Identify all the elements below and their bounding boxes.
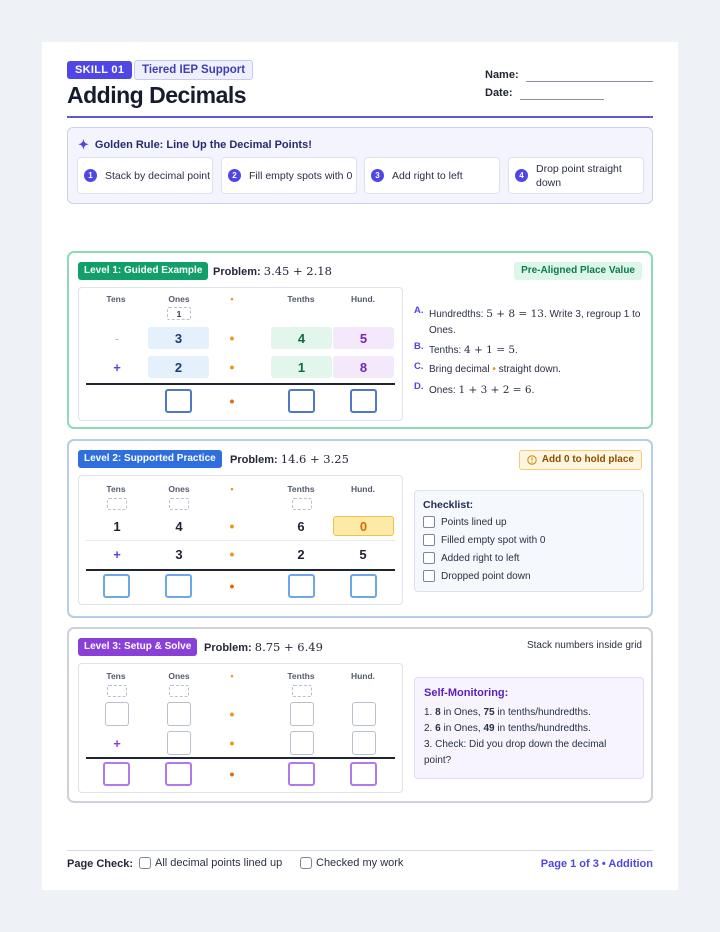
checklist-item[interactable] xyxy=(423,534,546,546)
answer-box-hund[interactable] xyxy=(350,574,377,598)
digit-input-tenths[interactable] xyxy=(290,731,314,755)
step-key: A. xyxy=(414,305,424,316)
col-header-ones: Ones xyxy=(168,294,190,304)
answer-box-ones[interactable] xyxy=(165,574,192,598)
problem-label: Problem: xyxy=(213,266,261,278)
step-math: 1 + 3 + 2 = 6 xyxy=(458,384,532,396)
stack-hint: Stack numbers inside grid xyxy=(526,640,642,651)
alert-circle-icon xyxy=(527,455,537,465)
footer-divider xyxy=(67,850,653,851)
step-text: Stack by decimal point xyxy=(105,169,211,182)
decimal-point: • xyxy=(229,706,235,722)
step-text-after: . xyxy=(531,385,535,396)
checkbox[interactable] xyxy=(139,857,151,869)
answer-box-tens[interactable] xyxy=(103,574,130,598)
date-label: Date: xyxy=(485,87,513,99)
step-text-after: . xyxy=(515,345,518,356)
plus-sign: + xyxy=(113,359,121,375)
page-check-item[interactable] xyxy=(300,857,403,869)
monitor-item: 1. 8 in Ones, 75 in tenths/hundredths. xyxy=(424,707,591,718)
checkbox[interactable] xyxy=(423,534,435,546)
problem-label: Problem: xyxy=(230,454,278,466)
digit-input-ones[interactable] xyxy=(167,702,191,726)
explanation-a xyxy=(414,306,642,339)
answer-box-ones[interactable] xyxy=(165,389,192,413)
decimal-point: • xyxy=(229,735,235,751)
step-text: Hundredths: xyxy=(429,309,487,320)
decimal-point: • xyxy=(229,330,235,346)
digit-tenths: 1 xyxy=(271,356,332,378)
col-header-point: • xyxy=(230,294,234,304)
carry-box[interactable] xyxy=(169,498,189,510)
sum-line xyxy=(86,757,395,759)
answer-box-ones[interactable] xyxy=(165,762,192,786)
decimal-point: • xyxy=(229,359,235,375)
level-2-grid xyxy=(78,475,403,605)
decimal-point: • xyxy=(229,393,235,409)
level-3-problem xyxy=(204,640,323,654)
hold-place-pill xyxy=(519,450,642,470)
digit-input-hund[interactable] xyxy=(352,731,376,755)
decimal-point: • xyxy=(229,578,235,594)
checklist-label: Filled empty spot with 0 xyxy=(441,534,546,546)
step-text: Tenths: xyxy=(429,345,465,356)
col-header-ones: Ones xyxy=(168,671,190,681)
plus-sign: + xyxy=(113,735,121,751)
checkbox[interactable] xyxy=(423,516,435,528)
explanation-b xyxy=(414,342,642,359)
page-title: Adding Decimals xyxy=(67,82,247,108)
carry-box[interactable] xyxy=(292,498,312,510)
problem-expression: 3.45 + 2.18 xyxy=(263,264,332,278)
level-2-problem xyxy=(230,452,349,466)
col-header-tens: Tens xyxy=(106,294,126,304)
name-label: Name: xyxy=(485,69,519,81)
pre-aligned-pill: Pre-Aligned Place Value xyxy=(514,262,642,280)
step-key: B. xyxy=(414,341,424,352)
col-header-tenths: Tenths xyxy=(287,671,315,681)
carry-box: 1 xyxy=(167,307,191,320)
decimal-point: • xyxy=(229,546,235,562)
step-text-after: straight down. xyxy=(495,364,561,375)
checklist-title: Checklist: xyxy=(423,499,474,511)
decimal-dot-icon: • xyxy=(492,364,496,375)
checklist-panel xyxy=(414,490,644,592)
level-3-section xyxy=(67,627,653,803)
digit-tenths: 2 xyxy=(297,546,305,562)
carry-box[interactable] xyxy=(292,685,312,697)
digit-input-tens[interactable] xyxy=(105,702,129,726)
problem-label: Problem: xyxy=(204,642,252,654)
date-field[interactable] xyxy=(520,99,604,100)
digit-hund: 5 xyxy=(359,546,367,562)
rule-step-3 xyxy=(364,157,500,194)
digit-tenths: 6 xyxy=(297,518,305,534)
level-2-tag: Level 2: Supported Practice xyxy=(78,450,222,468)
monitor-item: 2. 6 in Ones, 49 in tenths/hundredths. xyxy=(424,723,591,734)
explanation-c xyxy=(414,362,642,378)
digit-hund: 8 xyxy=(333,356,394,378)
plus-sign: + xyxy=(113,546,121,562)
level-3-grid xyxy=(78,663,403,793)
golden-rule-heading xyxy=(78,137,312,153)
step-math: 4 + 1 = 5 xyxy=(464,344,516,356)
col-header-hund: Hund. xyxy=(350,294,376,304)
level-1-section xyxy=(67,251,653,429)
level-1-problem xyxy=(213,264,332,278)
self-monitoring-panel xyxy=(414,677,644,779)
step-number: 3 xyxy=(371,169,384,182)
checklist-item[interactable] xyxy=(423,570,531,582)
col-header-hund: Hund. xyxy=(350,671,376,681)
carry-box[interactable] xyxy=(107,498,127,510)
digit-input-tenths[interactable] xyxy=(290,702,314,726)
checkbox[interactable] xyxy=(300,857,312,869)
digit-tens: 1 xyxy=(113,518,121,534)
step-number: 1 xyxy=(84,169,97,182)
digit-input-hund[interactable] xyxy=(352,702,376,726)
row-divider xyxy=(86,540,395,541)
col-header-hund: Hund. xyxy=(350,484,376,494)
level-2-section xyxy=(67,439,653,618)
digit-tenths: 4 xyxy=(271,327,332,349)
carry-box[interactable] xyxy=(169,685,189,697)
step-text: Drop point straight down xyxy=(536,162,622,189)
step-math: 5 + 8 = 13 xyxy=(486,308,544,320)
header-divider xyxy=(67,116,653,118)
col-header-tenths: Tenths xyxy=(287,484,315,494)
digit-tens: - xyxy=(114,330,120,346)
digit-ones: 3 xyxy=(148,327,209,349)
skill-badge: SKILL 01 xyxy=(67,61,132,79)
problem-expression: 8.75 + 6.49 xyxy=(254,640,323,654)
level-3-tag: Level 3: Setup & Solve xyxy=(78,638,197,656)
name-field[interactable] xyxy=(526,81,653,82)
step-text: Bring decimal xyxy=(429,364,493,375)
step-number: 2 xyxy=(228,169,241,182)
step-text: Add right to left xyxy=(392,169,463,182)
sum-line xyxy=(86,383,395,385)
rule-step-1 xyxy=(77,157,213,194)
hold-place-text: Add 0 to hold place xyxy=(541,454,634,465)
rule-step-4 xyxy=(508,157,644,194)
golden-rule-panel xyxy=(67,127,653,204)
answer-box-hund[interactable] xyxy=(350,389,377,413)
digit-ones: 2 xyxy=(148,356,209,378)
placeholder-zero: 0 xyxy=(333,516,394,536)
golden-rule-title: Golden Rule: Line Up the Decimal Points! xyxy=(94,139,312,151)
self-monitoring-list xyxy=(424,705,636,769)
page-check-item[interactable] xyxy=(139,857,282,869)
step-key: C. xyxy=(414,361,424,372)
checkbox[interactable] xyxy=(423,552,435,564)
digit-ones: 4 xyxy=(175,518,183,534)
checklist-label: Added right to left xyxy=(441,552,520,564)
answer-box-tenths[interactable] xyxy=(288,574,315,598)
answer-box-tens[interactable] xyxy=(103,762,130,786)
step-number: 4 xyxy=(515,169,528,182)
col-header-point: • xyxy=(230,671,234,681)
carry-box[interactable] xyxy=(107,685,127,697)
self-monitoring-title: Self-Monitoring: xyxy=(424,687,509,699)
page-check-text: All decimal points lined up xyxy=(155,857,283,869)
monitor-item: 3. Check: Did you drop down the decimal point? xyxy=(424,739,607,766)
level-1-tag: Level 1: Guided Example xyxy=(78,262,208,280)
digit-hund: 5 xyxy=(333,327,394,349)
answer-box-hund[interactable] xyxy=(350,762,377,786)
sum-line xyxy=(86,569,395,571)
col-header-tenths: Tenths xyxy=(287,294,315,304)
digit-input-ones[interactable] xyxy=(167,731,191,755)
answer-box-tenths[interactable] xyxy=(288,389,315,413)
worksheet-page xyxy=(42,42,678,890)
decimal-point: • xyxy=(229,518,235,534)
checklist-label: Dropped point down xyxy=(441,570,531,582)
col-header-point: • xyxy=(230,484,234,494)
step-text: Fill empty spots with 0 xyxy=(249,169,353,182)
answer-box-tenths[interactable] xyxy=(288,762,315,786)
rule-step-2 xyxy=(221,157,357,194)
explanation-d xyxy=(414,382,642,399)
step-key: D. xyxy=(414,381,424,392)
level-1-grid xyxy=(78,287,403,421)
page-indicator: Page 1 of 3 • Addition xyxy=(540,858,653,870)
tier-badge: Tiered IEP Support xyxy=(134,60,253,80)
col-header-tens: Tens xyxy=(106,671,126,681)
checkbox[interactable] xyxy=(423,570,435,582)
digit-ones: 3 xyxy=(175,546,183,562)
step-text: Ones: xyxy=(429,385,459,396)
page-check-text: Checked my work xyxy=(316,857,404,869)
problem-expression: 14.6 + 3.25 xyxy=(280,452,349,466)
checklist-label: Points lined up xyxy=(441,516,507,528)
col-header-tens: Tens xyxy=(106,484,126,494)
sparkle-icon: ✦ xyxy=(78,137,89,152)
step-text-after: . Write 3, regroup 1 to Ones. xyxy=(429,309,641,336)
col-header-ones: Ones xyxy=(168,484,190,494)
page-check-label: Page Check: xyxy=(67,858,134,870)
decimal-point: • xyxy=(229,766,235,782)
checklist-item[interactable] xyxy=(423,552,519,564)
checklist-item[interactable] xyxy=(423,516,507,528)
